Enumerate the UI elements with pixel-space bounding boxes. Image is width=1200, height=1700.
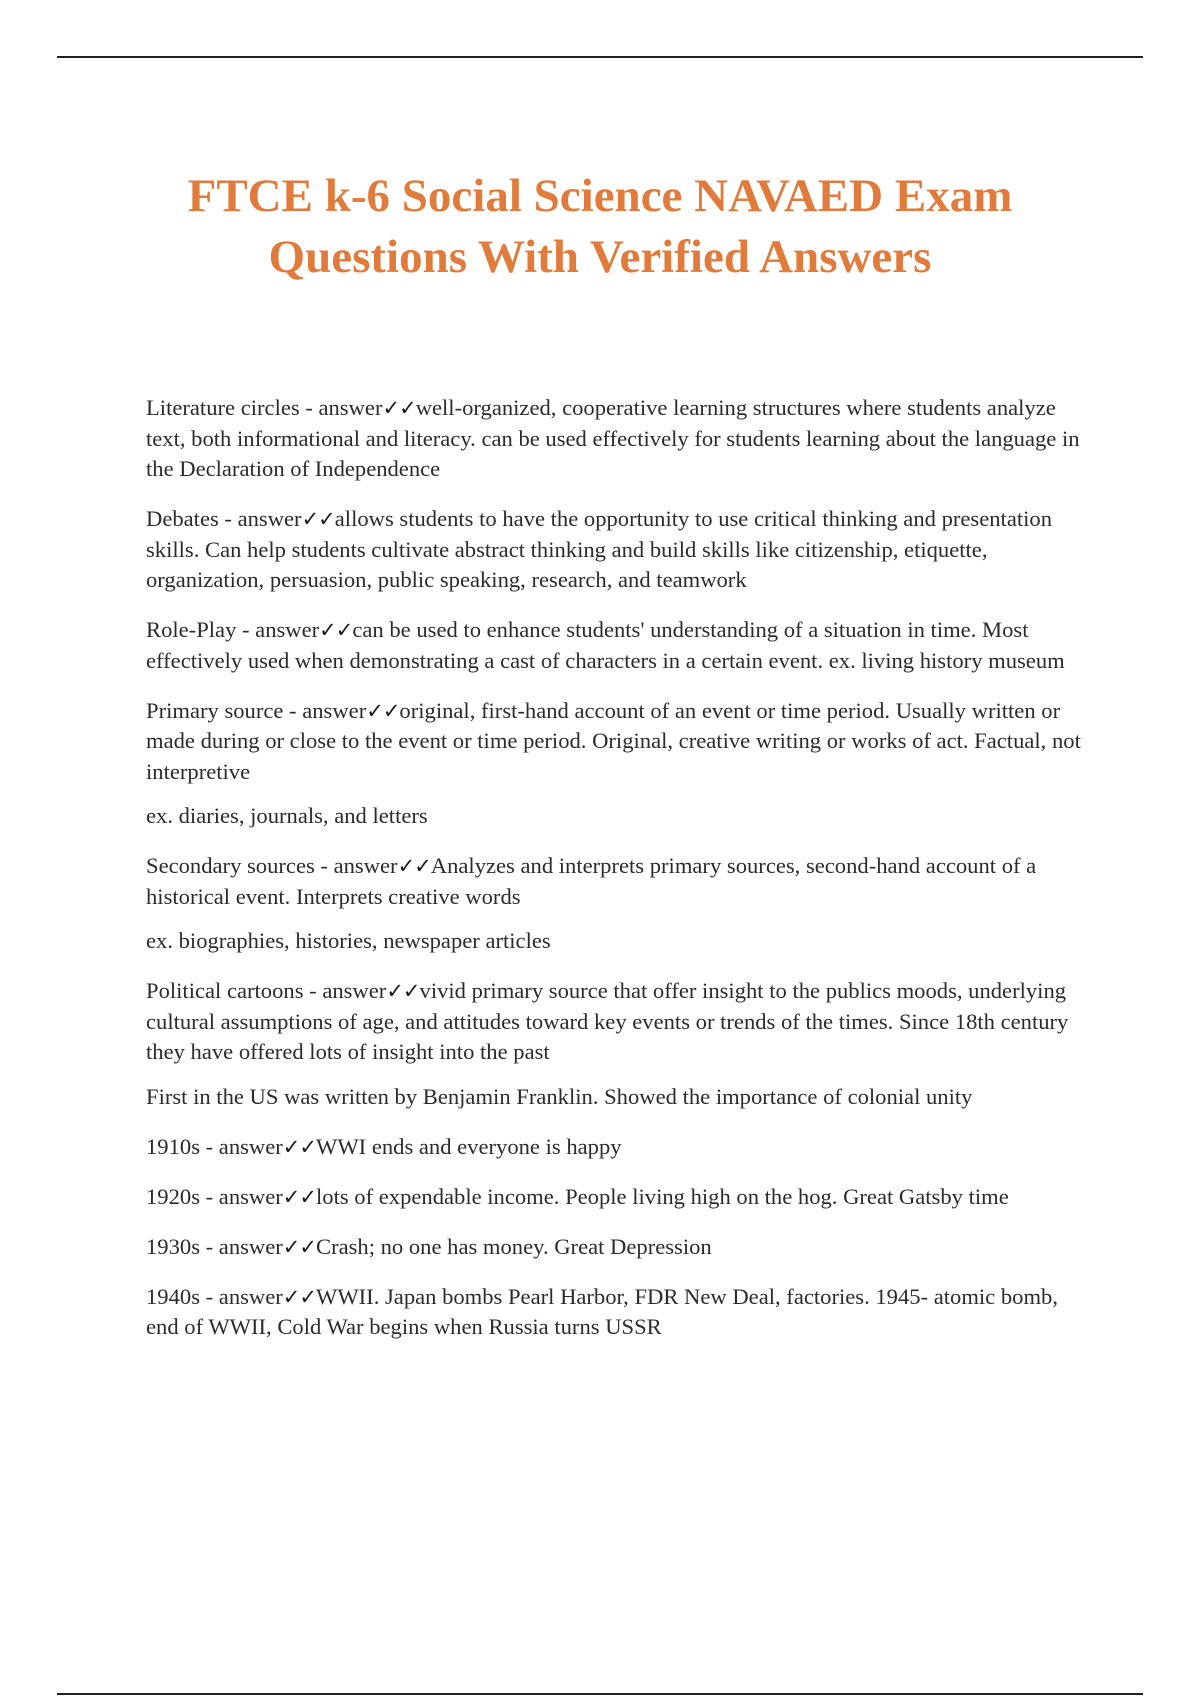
double-check-icon: ✓✓ <box>301 507 335 531</box>
answer: original, first-hand account of an event or time period. Usually written or made during or close to the event or time period. Original, creative writing or works of act. Factual, not interpretive <box>146 697 1081 784</box>
title-line-1: FTCE k-6 Social Science NAVAED Exam <box>187 170 1013 222</box>
qa-entry-literature-circles <box>146 393 1096 485</box>
qa-entry-secondary-sources <box>146 851 1096 912</box>
top-rule <box>57 56 1143 58</box>
title-line-2: Questions With Verified Answers <box>268 231 932 283</box>
answer: lots of expendable income. People living high on the hog. Great Gatsby time <box>316 1183 1009 1209</box>
answer: WWI ends and everyone is happy <box>316 1133 622 1159</box>
answer: Analyzes and interprets primary sources, second-hand account of a historical event. Interprets creative words <box>146 853 1037 909</box>
qa-entry-primary-source <box>146 696 1096 788</box>
answer: Crash; no one has money. Great Depression <box>316 1233 712 1259</box>
term: Political cartoons - answer <box>146 978 387 1003</box>
double-check-icon: ✓✓ <box>282 1284 316 1309</box>
term: Role-Play - answer <box>146 617 320 642</box>
qa-entry-1940s <box>146 1282 1096 1343</box>
page-title <box>100 166 1100 288</box>
answer: WWII. Japan bombs Pearl Harbor, FDR New Deal, factories. 1945- atomic bomb, end of WWII, Cold War begins when Russia turns USSR <box>146 1283 1058 1339</box>
term: 1940s - answer <box>146 1283 283 1309</box>
answer: vivid primary source that offer insight to the publics moods, underlying cultural assumptions of age, and attitudes toward key events or trends of the times. Since 18th century they have offered lots of insight into the past <box>146 978 1069 1064</box>
term: 1930s - answer <box>146 1233 283 1259</box>
qa-entry-debates <box>146 504 1096 596</box>
answer: can be used to enhance students' understanding of a situation in time. Most effectively used when demonstrating a cast of characters in a certain event. ex. living history museum <box>146 617 1065 673</box>
qa-entry-primary-source-examples: ex. diaries, journals, and letters <box>146 803 428 828</box>
qa-entry-role-play <box>146 615 1096 676</box>
double-check-icon: ✓✓ <box>397 854 431 878</box>
bottom-rule <box>57 1693 1143 1695</box>
qa-entry-1910s <box>146 1132 1096 1163</box>
term: 1910s - answer <box>146 1133 283 1159</box>
qa-entry-political-cartoons <box>146 976 1096 1068</box>
double-check-icon: ✓✓ <box>382 396 416 420</box>
term: Primary source - answer <box>146 697 367 723</box>
answer: allows students to have the opportunity to use critical thinking and presentation skills. Can help students cultivate abstract thinking and build skills like citizenship, etiquette, organization, persuasion, public speaking, research, and teamwork <box>146 506 1052 592</box>
term: 1920s - answer <box>146 1183 283 1209</box>
double-check-icon: ✓✓ <box>282 1184 316 1209</box>
double-check-icon: ✓✓ <box>386 979 420 1003</box>
double-check-icon: ✓✓ <box>319 618 353 642</box>
qa-entry-secondary-sources-examples: ex. biographies, histories, newspaper articles <box>146 928 551 953</box>
term: Secondary sources - answer <box>146 853 398 878</box>
answer: well-organized, cooperative learning structures where students analyze text, both informational and literacy. can be used effectively for students learning about the language in the Declaration of Independence <box>146 395 1080 481</box>
qa-entry-1930s <box>146 1232 1096 1263</box>
double-check-icon: ✓✓ <box>282 1234 316 1259</box>
double-check-icon: ✓✓ <box>282 1134 316 1159</box>
qa-entry-political-cartoons-note: First in the US was written by Benjamin Franklin. Showed the importance of colonial unity <box>146 1083 973 1109</box>
term: Debates - answer <box>146 506 302 531</box>
double-check-icon: ✓✓ <box>366 698 400 723</box>
qa-list <box>146 393 1096 1362</box>
term: Literature circles - answer <box>146 395 383 420</box>
qa-entry-1920s <box>146 1182 1096 1213</box>
